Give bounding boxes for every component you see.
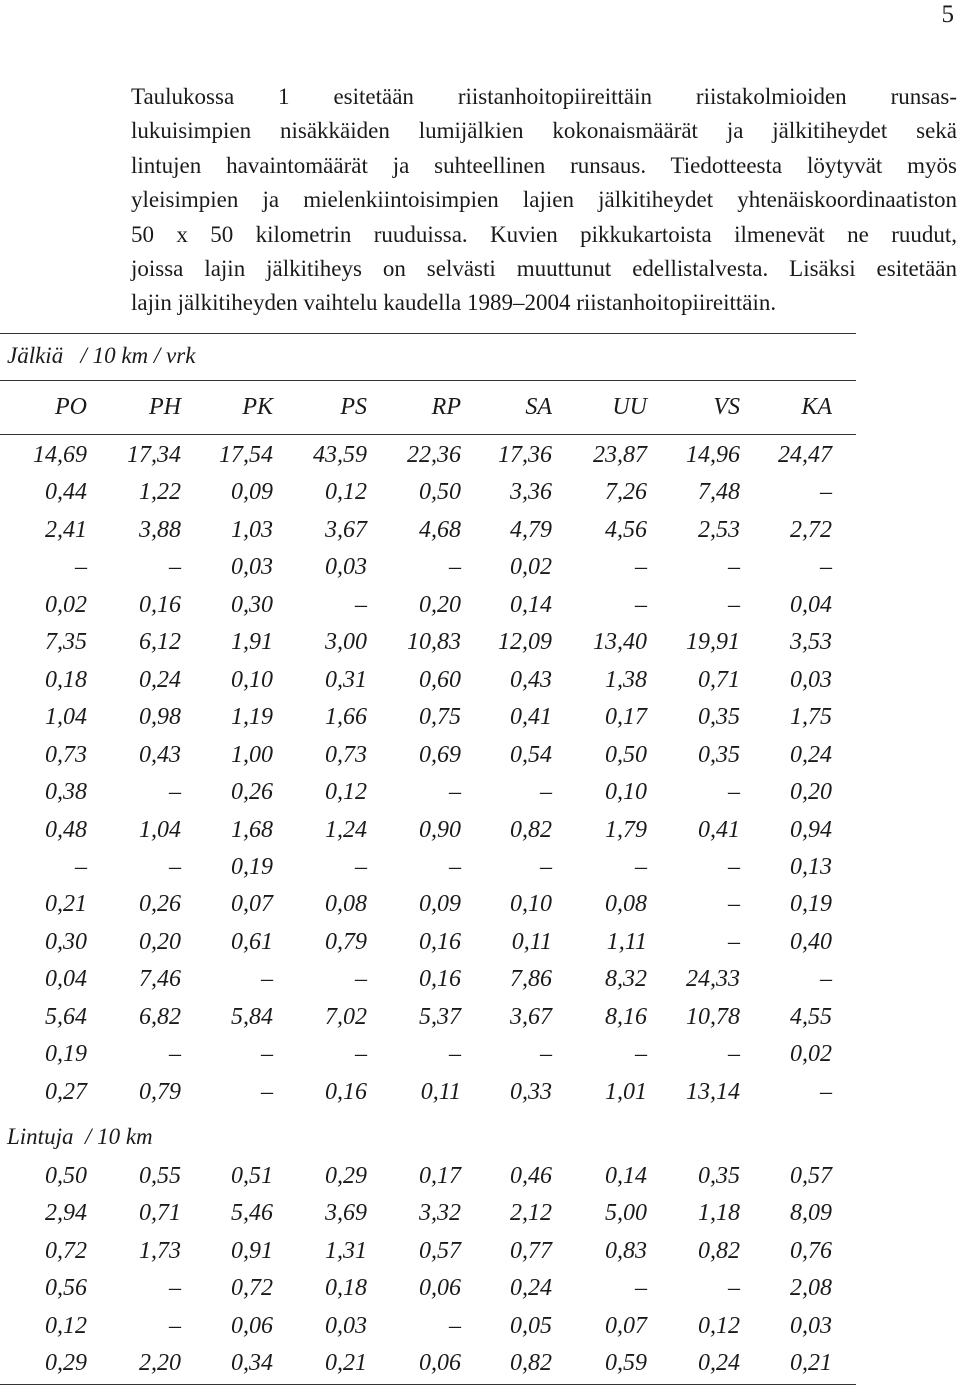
table-cell: 1,38	[605, 666, 647, 693]
table-cell-empty: –	[635, 853, 647, 880]
table-cell: 0,43	[510, 666, 552, 693]
table-cell: 12,09	[498, 629, 552, 656]
table-cell: 0,56	[45, 1275, 87, 1302]
table-cell-empty: –	[728, 1041, 740, 1068]
table-cell: 0,35	[698, 1163, 740, 1189]
table-cell: 0,12	[698, 1312, 740, 1339]
table-cell-empty: –	[728, 891, 740, 918]
table-cell: 0,61	[231, 928, 273, 955]
column-header: SA	[525, 394, 552, 420]
table-cell: 19,91	[686, 629, 740, 656]
column-header: PO	[55, 394, 87, 420]
table-cell: 2,94	[45, 1200, 87, 1227]
table-cell-empty: –	[820, 554, 832, 581]
table-cell: 1,18	[698, 1200, 740, 1227]
table-cell: 7,86	[510, 966, 552, 993]
table-cell-empty: –	[820, 479, 832, 506]
table-cell: 0,08	[325, 891, 367, 918]
table-cell: 5,46	[231, 1200, 273, 1227]
table-cell-empty: –	[449, 1041, 461, 1068]
table-cell: 0,20	[419, 591, 461, 618]
table-cell: 0,02	[45, 591, 87, 618]
table-cell: 0,20	[139, 928, 181, 955]
table-cell: 0,90	[419, 816, 461, 843]
table-cell: 0,24	[139, 666, 181, 693]
table-cell: 13,40	[593, 629, 647, 656]
table-cell: 0,38	[45, 779, 87, 806]
table-cell-empty: –	[540, 779, 552, 806]
table-cell: 2,53	[698, 516, 740, 543]
table-cell: 8,09	[790, 1200, 832, 1227]
table-cell: 0,82	[698, 1237, 740, 1264]
table-cell: 7,46	[139, 966, 181, 993]
table-cell: 17,36	[498, 442, 552, 468]
table-cell: 0,55	[139, 1163, 181, 1189]
table-cell-empty: –	[728, 853, 740, 880]
table-cell: 0,05	[510, 1312, 552, 1339]
column-header: RP	[431, 394, 461, 420]
table-cell: 0,18	[45, 666, 87, 693]
table-cell: 0,44	[45, 479, 87, 506]
table-cell: 0,09	[419, 891, 461, 918]
table-cell: 10,83	[407, 629, 461, 656]
column-header: PK	[242, 394, 273, 420]
table-cell: 0,60	[419, 666, 461, 693]
table-cell-empty: –	[261, 1078, 273, 1105]
table-header-rule-top	[0, 380, 856, 381]
table-cell-empty: –	[728, 1275, 740, 1302]
table-top-rule	[0, 333, 856, 334]
table-cell: 5,64	[45, 1003, 87, 1030]
table-cell-empty: –	[728, 928, 740, 955]
table-cell: 3,67	[510, 1003, 552, 1030]
table-cell: 0,57	[419, 1237, 461, 1264]
table-cell: 0,09	[231, 479, 273, 506]
table-cell: 0,35	[698, 704, 740, 731]
table-cell: 1,01	[605, 1078, 647, 1105]
table-cell: 4,68	[419, 516, 461, 543]
table-cell: 5,37	[419, 1003, 461, 1030]
table-cell: 0,16	[419, 966, 461, 993]
table-cell: 0,16	[139, 591, 181, 618]
table-cell-empty: –	[261, 1041, 273, 1068]
table-cell: 0,21	[325, 1350, 367, 1376]
table-cell-empty: –	[75, 554, 87, 581]
table-cell: 0,02	[510, 554, 552, 581]
table-cell: 0,07	[605, 1312, 647, 1339]
table-cell: 0,71	[698, 666, 740, 693]
table-cell: 0,98	[139, 704, 181, 731]
table-cell: 0,13	[790, 853, 832, 880]
table-cell-empty: –	[261, 966, 273, 993]
table-cell: 0,82	[510, 1350, 552, 1376]
table-cell: 0,24	[510, 1275, 552, 1302]
intro-line: yleisimpien ja mielenkiintoisimpien lajien jälkitiheydet yhtenäiskoordinaatiston	[131, 187, 957, 213]
table-cell: 3,00	[325, 629, 367, 656]
table-cell: 0,10	[231, 666, 273, 693]
table-cell: 24,47	[778, 442, 832, 468]
table-cell: 1,24	[325, 816, 367, 843]
table-cell: 0,08	[605, 891, 647, 918]
column-header: KA	[801, 394, 832, 420]
table-cell: 2,08	[790, 1275, 832, 1302]
table-cell: 0,30	[45, 928, 87, 955]
table-cell-empty: –	[820, 966, 832, 993]
table-cell: 0,06	[419, 1350, 461, 1376]
table-cell: 0,82	[510, 816, 552, 843]
table-cell-empty: –	[449, 853, 461, 880]
page-number: 5	[941, 1, 954, 28]
intro-line: lukuisimpien nisäkkäiden lumijälkien kokonaismäärät ja jälkitiheydet sekä	[131, 118, 957, 144]
table-cell: 0,11	[511, 928, 552, 955]
table-cell: 0,06	[231, 1312, 273, 1339]
table-cell: 0,17	[605, 704, 647, 731]
table-cell: 3,32	[419, 1200, 461, 1227]
table-cell: 0,11	[420, 1078, 461, 1105]
table-cell-empty: –	[169, 1275, 181, 1302]
table-cell-empty: –	[540, 853, 552, 880]
table-cell: 0,33	[510, 1078, 552, 1105]
table-cell: 5,84	[231, 1003, 273, 1030]
table-cell: 0,72	[231, 1275, 273, 1302]
column-header: PS	[340, 394, 367, 420]
intro-line: Taulukossa 1 esitetään riistanhoitopiireittäin riistakolmioiden runsas-	[131, 84, 957, 109]
table-cell: 0,77	[510, 1237, 552, 1264]
table-cell-empty: –	[635, 1041, 647, 1068]
column-header: VS	[713, 394, 740, 420]
table-cell: 4,55	[790, 1003, 832, 1030]
table-cell: 0,94	[790, 816, 832, 843]
table-cell-empty: –	[540, 1041, 552, 1068]
table-cell-empty: –	[75, 853, 87, 880]
table-cell: 7,35	[45, 629, 87, 656]
table-cell: 0,02	[790, 1041, 832, 1068]
table-cell-empty: –	[728, 779, 740, 806]
table-cell: 3,36	[510, 479, 552, 506]
table-cell: 8,32	[605, 966, 647, 993]
birds-section-label: Lintuja / 10 km	[7, 1124, 153, 1149]
table-cell: 0,03	[790, 666, 832, 693]
table-cell-empty: –	[355, 853, 367, 880]
table-cell: 0,72	[45, 1237, 87, 1264]
table-cell: 0,19	[231, 853, 273, 880]
table-cell: 0,21	[790, 1350, 832, 1376]
column-header: UU	[612, 394, 647, 420]
table-cell: 0,19	[790, 891, 832, 918]
table-cell: 7,48	[698, 479, 740, 506]
table-cell-empty: –	[635, 554, 647, 581]
table-cell: 0,03	[790, 1312, 832, 1339]
table-cell: 0,12	[325, 779, 367, 806]
table-cell: 8,16	[605, 1003, 647, 1030]
table-cell: 0,06	[419, 1275, 461, 1302]
table-cell: 10,78	[686, 1003, 740, 1030]
table-cell: 2,12	[510, 1200, 552, 1227]
table-cell: 0,91	[231, 1237, 273, 1264]
table-cell: 0,16	[419, 928, 461, 955]
table-cell: 0,40	[790, 928, 832, 955]
table-cell: 0,03	[325, 554, 367, 581]
table-cell: 0,48	[45, 816, 87, 843]
table-cell: 1,04	[45, 704, 87, 731]
table-cell-empty: –	[169, 779, 181, 806]
table-cell-empty: –	[355, 966, 367, 993]
table-cell-empty: –	[169, 1312, 181, 1339]
table-cell: 0,43	[139, 741, 181, 768]
table-cell: 1,11	[606, 928, 647, 955]
table-cell: 1,00	[231, 741, 273, 768]
table-cell-empty: –	[635, 591, 647, 618]
table-cell: 4,79	[510, 516, 552, 543]
table-cell: 3,53	[790, 629, 832, 656]
table-cell: 0,27	[45, 1078, 87, 1105]
table-cell: 0,50	[45, 1163, 87, 1189]
table-cell: 0,10	[605, 779, 647, 806]
table-cell: 0,41	[698, 816, 740, 843]
table-cell: 1,91	[231, 629, 273, 656]
table-cell: 0,41	[510, 704, 552, 731]
table-cell: 2,41	[45, 516, 87, 543]
table-cell: 0,54	[510, 741, 552, 768]
table-cell-empty: –	[449, 554, 461, 581]
tracks-section-label: Jälkiä / 10 km / vrk	[7, 343, 196, 368]
table-cell: 1,79	[605, 816, 647, 843]
table-cell: 1,03	[231, 516, 273, 543]
table-cell: 0,07	[231, 891, 273, 918]
table-cell: 23,87	[593, 442, 647, 468]
table-cell: 0,24	[790, 741, 832, 768]
table-cell: 6,82	[139, 1003, 181, 1030]
intro-line: 50 x 50 kilometrin ruuduissa. Kuvien pikkukartoista ilmenevät ne ruudut,	[131, 221, 957, 247]
table-cell: 7,26	[605, 479, 647, 506]
table-cell: 0,50	[419, 479, 461, 506]
table-cell-empty: –	[169, 554, 181, 581]
table-cell: 17,34	[127, 442, 181, 468]
table-cell: 1,22	[139, 479, 181, 506]
table-cell: 0,35	[698, 741, 740, 768]
table-cell: 0,73	[325, 741, 367, 768]
table-cell: 0,79	[325, 928, 367, 955]
table-cell: 0,34	[231, 1350, 273, 1376]
table-cell: 0,18	[325, 1275, 367, 1302]
table-cell-empty: –	[728, 591, 740, 618]
table-cell: 6,12	[139, 629, 181, 656]
intro-line: joissa lajin jälkitiheys on selvästi muuttunut edellistalvesta. Lisäksi esitetään	[131, 256, 957, 282]
table-cell-empty: –	[449, 1312, 461, 1339]
table-cell: 0,26	[139, 891, 181, 918]
table-cell: 0,21	[45, 891, 87, 918]
table-cell: 13,14	[686, 1078, 740, 1105]
table-cell: 0,03	[325, 1312, 367, 1339]
table-cell: 2,20	[139, 1350, 181, 1376]
table-cell: 0,75	[419, 704, 461, 731]
table-cell: 0,29	[45, 1350, 87, 1376]
table-cell: 0,03	[231, 554, 273, 581]
column-header: PH	[149, 394, 181, 420]
table-cell: 1,31	[325, 1237, 367, 1264]
table-cell: 3,88	[139, 516, 181, 543]
table-cell-empty: –	[728, 554, 740, 581]
table-cell: 4,56	[605, 516, 647, 543]
table-cell: 0,17	[419, 1163, 461, 1189]
table-cell: 5,00	[605, 1200, 647, 1227]
table-cell-empty: –	[355, 591, 367, 618]
table-cell: 0,83	[605, 1237, 647, 1264]
table-cell: 7,02	[325, 1003, 367, 1030]
table-cell: 3,67	[325, 516, 367, 543]
table-cell: 0,12	[45, 1312, 87, 1339]
table-header-rule-bottom	[0, 434, 856, 435]
table-cell: 0,73	[45, 741, 87, 768]
table-cell: 0,46	[510, 1163, 552, 1189]
table-cell: 0,10	[510, 891, 552, 918]
table-cell: 0,79	[139, 1078, 181, 1105]
table-cell: 1,75	[790, 704, 832, 731]
table-cell: 0,04	[790, 591, 832, 618]
table-cell: 0,69	[419, 741, 461, 768]
table-cell: 0,26	[231, 779, 273, 806]
table-cell: 0,19	[45, 1041, 87, 1068]
table-cell: 0,16	[325, 1078, 367, 1105]
table-cell: 0,30	[231, 591, 273, 618]
table-cell: 0,29	[325, 1163, 367, 1189]
intro-paragraph	[131, 80, 957, 321]
table-cell: 14,69	[33, 442, 87, 468]
table-cell: 43,59	[313, 442, 367, 468]
table-cell: 0,76	[790, 1237, 832, 1264]
table-cell: 0,24	[698, 1350, 740, 1376]
table-cell: 1,19	[231, 704, 273, 731]
table-cell: 1,68	[231, 816, 273, 843]
table-cell-empty: –	[635, 1275, 647, 1302]
table-cell: 0,12	[325, 479, 367, 506]
table-cell: 0,14	[510, 591, 552, 618]
table-cell: 1,73	[139, 1237, 181, 1264]
table-cell: 0,50	[605, 741, 647, 768]
table-cell: 0,51	[231, 1163, 273, 1189]
intro-line: lajin jälkitiheyden vaihtelu kaudella 1989–2004 riistanhoitopiireittäin.	[131, 290, 777, 316]
table-cell: 22,36	[407, 442, 461, 468]
table-cell-empty: –	[169, 853, 181, 880]
table-cell: 17,54	[219, 442, 273, 468]
table-cell: 0,57	[790, 1163, 832, 1189]
table-cell: 14,96	[686, 442, 740, 468]
table-cell: 0,59	[605, 1350, 647, 1376]
table-cell-empty: –	[169, 1041, 181, 1068]
table-cell: 1,04	[139, 816, 181, 843]
table-cell: 0,31	[325, 666, 367, 693]
table-bottom-rule	[0, 1384, 856, 1385]
table-cell: 3,69	[325, 1200, 367, 1227]
table-cell: 2,72	[790, 516, 832, 543]
table-cell: 1,66	[325, 704, 367, 731]
table-cell: 24,33	[686, 966, 740, 993]
table-cell-empty: –	[449, 779, 461, 806]
table-cell: 0,04	[45, 966, 87, 993]
intro-line: lintujen havaintomäärät ja suhteellinen runsaus. Tiedotteesta löytyvät myös	[131, 152, 957, 178]
table-cell: 0,14	[605, 1163, 647, 1189]
table-cell: 0,71	[139, 1200, 181, 1227]
table-cell: 0,20	[790, 779, 832, 806]
table-cell-empty: –	[820, 1078, 832, 1105]
table-cell-empty: –	[355, 1041, 367, 1068]
